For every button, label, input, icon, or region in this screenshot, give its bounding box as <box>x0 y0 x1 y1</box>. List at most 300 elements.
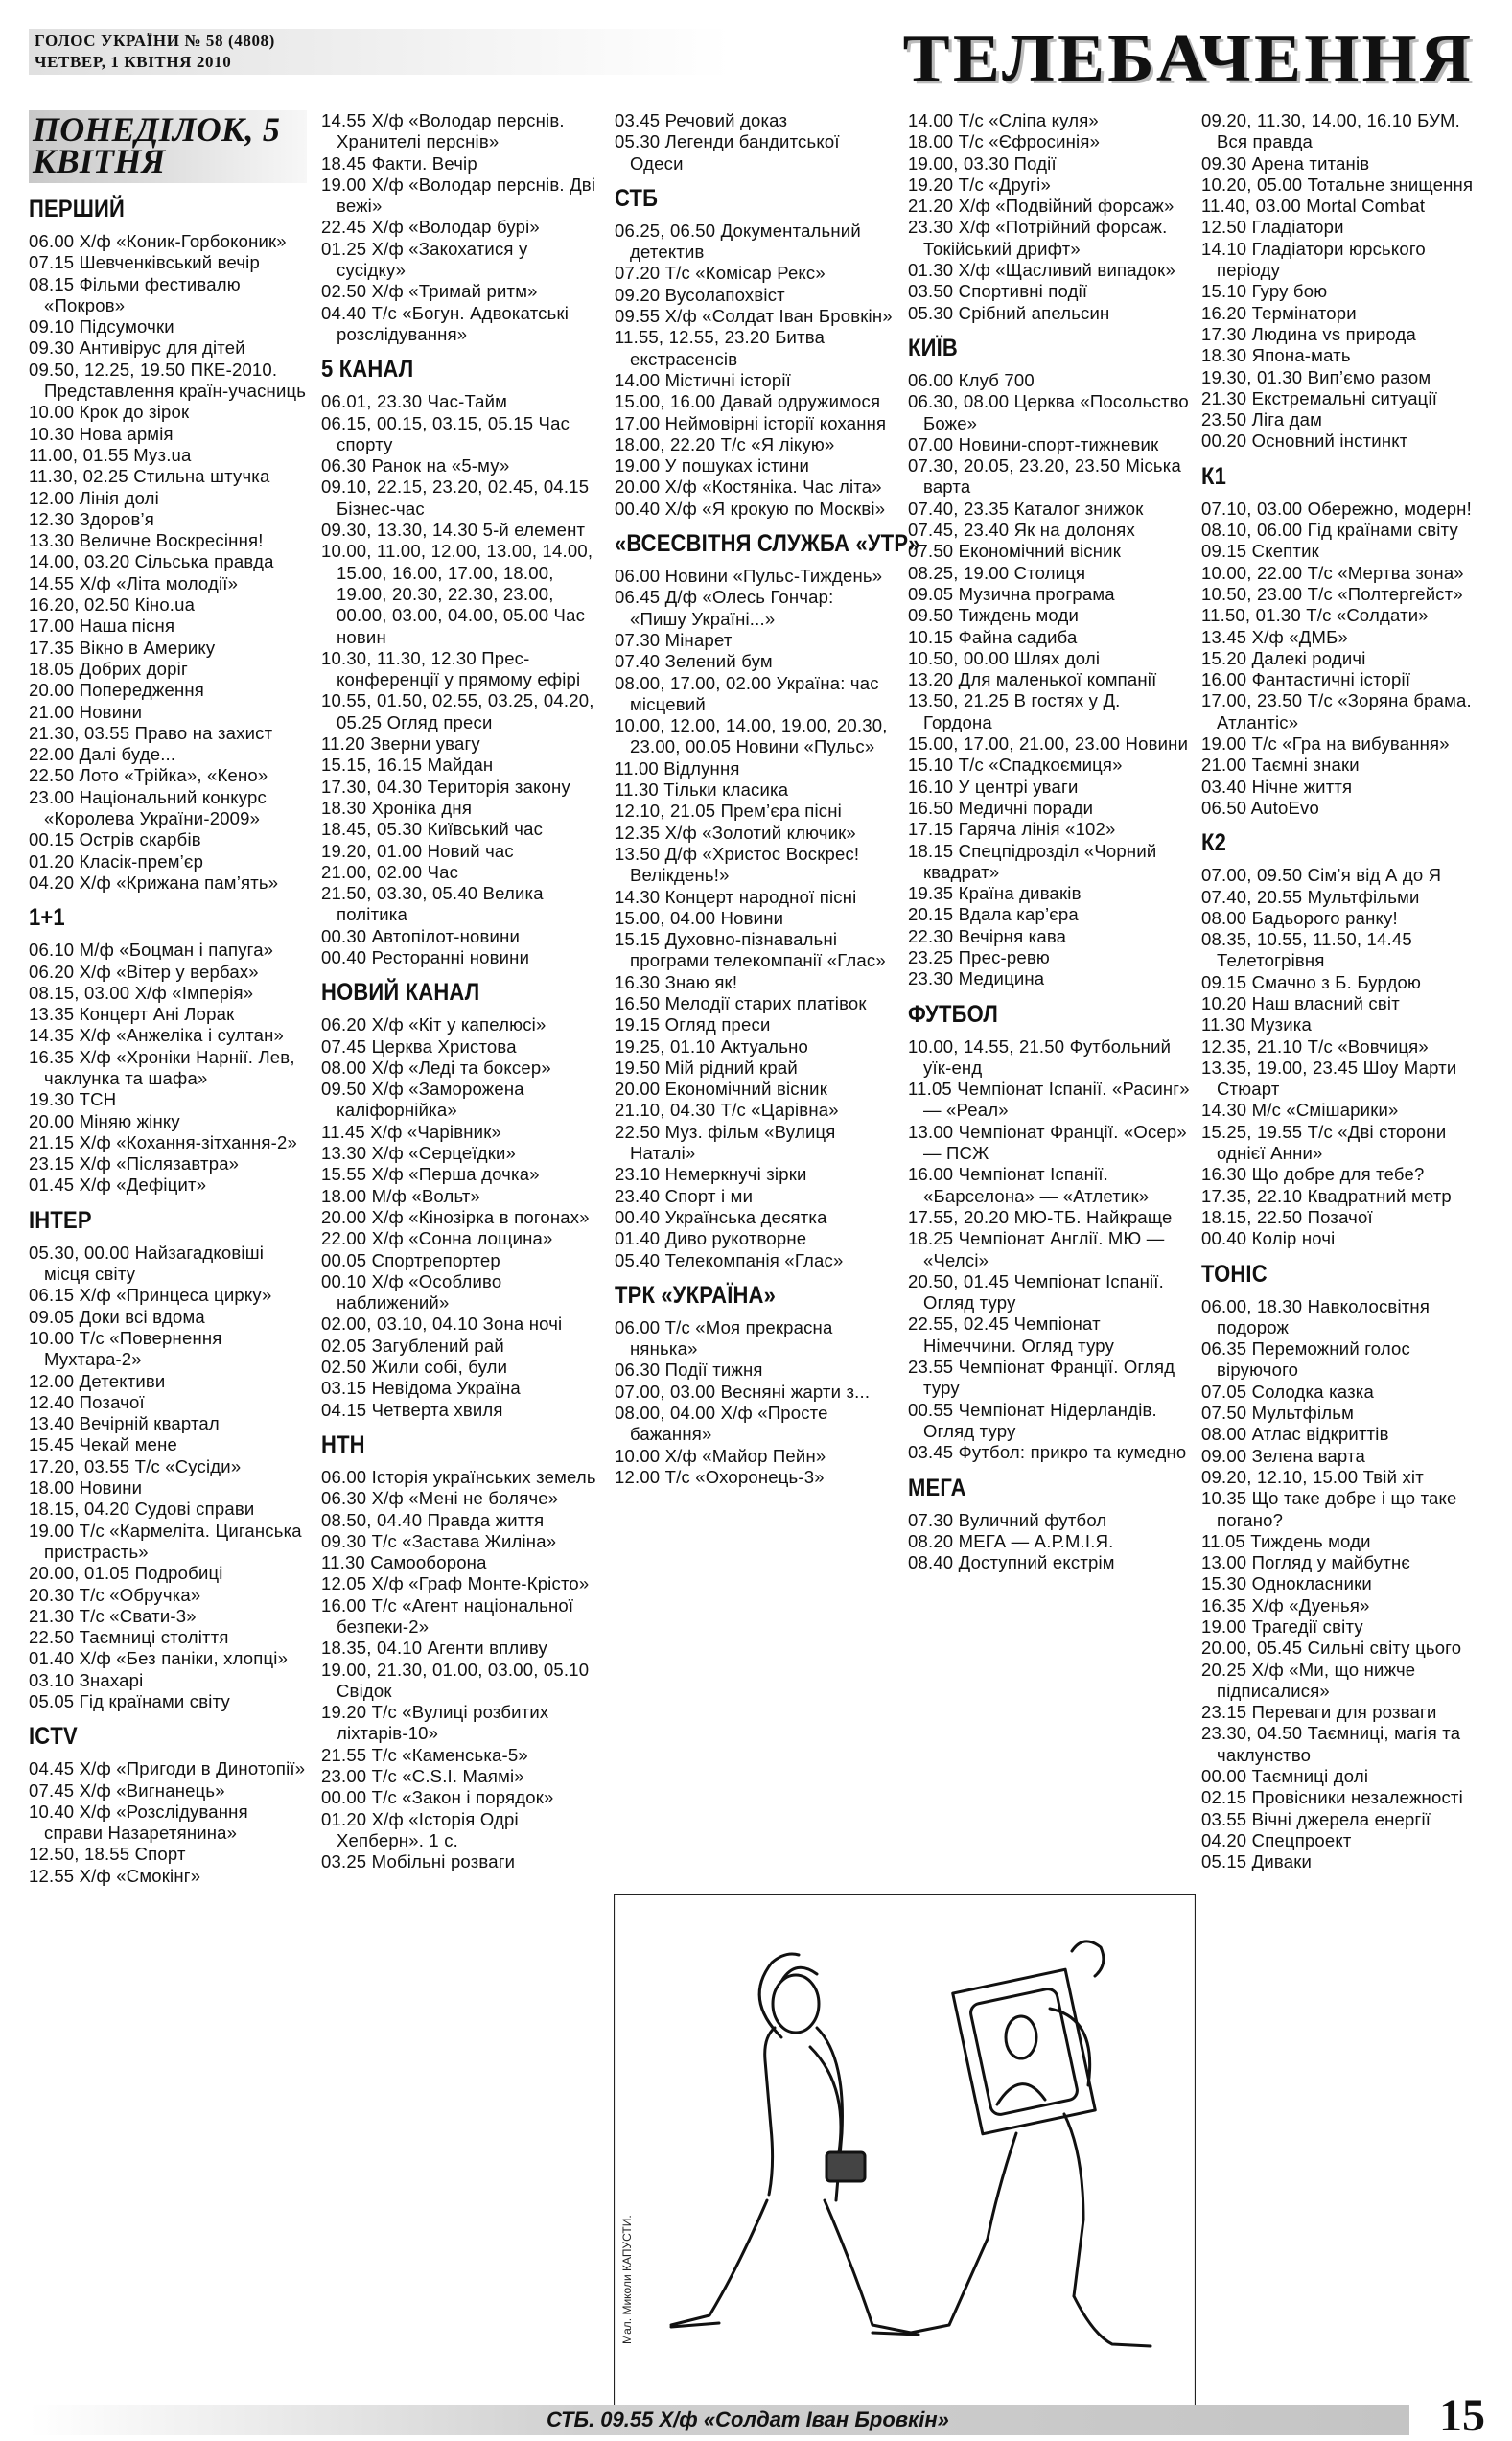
program-entry: 09.20, 11.30, 14.00, 16.10 БУМ. Вся правда <box>1201 110 1461 152</box>
channel-heading: КИЇВ <box>908 334 958 361</box>
program-entry: 00.10 Х/ф «Особливо наближений» <box>321 1270 502 1313</box>
program-entry: 12.30 Здоров’я <box>29 508 155 529</box>
program-entry: 15.00, 16.00 Давай одружимося <box>615 391 881 412</box>
program-entry: 06.30 Ранок на «5-му» <box>321 455 510 477</box>
program-entry: 16.35 Х/ф «Хроніки Нарнії. Лев, чаклунка та шафа» <box>29 1046 295 1088</box>
program-entry: 10.20, 05.00 Тотальне знищення <box>1201 174 1474 195</box>
program-entry: 00.30 Автопілот-новини <box>321 925 521 946</box>
program-entry: 15.00, 17.00, 21.00, 23.00 Новини <box>908 733 1189 755</box>
program-entry: 06.25, 06.50 Документальний детектив <box>615 220 861 263</box>
program-entry: 20.00 Економічний вісник <box>615 1079 827 1100</box>
program-entry: 18.30 Япона-мать <box>1201 345 1351 366</box>
program-entry: 13.35, 19.00, 23.45 Шоу Марти Стюарт <box>1201 1057 1457 1100</box>
program-entry: 17.55, 20.20 МЮ-ТБ. Найкраще <box>908 1206 1173 1227</box>
program-entry: 10.00, 12.00, 14.00, 19.00, 20.30, 23.00, 00.05 Новини «Пульс» <box>615 715 888 757</box>
program-entry: 07.40, 23.35 Каталог знижок <box>908 498 1144 519</box>
program-entry: 09.20 Вусолапохвіст <box>615 284 785 305</box>
program-entry: 18.45 Факти. Вечір <box>321 152 477 174</box>
program-entry: 19.00 Т/с «Кармеліта. Циганська пристрасть» <box>29 1520 302 1562</box>
program-entry: 06.30 Події тижня <box>615 1360 763 1381</box>
program-entry: 06.30, 08.00 Церква «Посольство Боже» <box>908 391 1189 433</box>
program-entry: 06.35 Переможний голос віруючого <box>1201 1338 1410 1381</box>
program-entry: 17.20, 03.55 Т/с «Сусіди» <box>29 1455 242 1476</box>
program-entry: 19.35 Країна диваків <box>908 883 1082 904</box>
program-entry: 10.50, 23.00 Т/с «Полтергейст» <box>1201 583 1463 604</box>
program-entry: 15.10 Гуру бою <box>1201 281 1328 302</box>
channel-heading: К1 <box>1201 462 1227 490</box>
program-entry: 00.40 Ресторанні новини <box>321 946 530 967</box>
program-entry: 10.15 Файна садиба <box>908 626 1078 647</box>
program-entry: 00.40 Колір ночі <box>1201 1228 1336 1249</box>
program-entry: 15.15, 16.15 Майдан <box>321 755 494 776</box>
program-entry: 06.00, 18.30 Навколосвітня подорож <box>1201 1295 1431 1337</box>
program-entry: 08.00 Бадьорого ранку! <box>1201 907 1398 928</box>
program-entry: 07.10, 03.00 Обережно, модерн! <box>1201 498 1472 519</box>
column-4 <box>908 110 1193 1573</box>
program-entry: 11.05 Чемпіонат Іспанії. «Расинг» — «Реал» <box>908 1079 1190 1121</box>
section-title: ТЕЛЕБАЧЕННЯ <box>902 22 1474 96</box>
program-entry: 22.45 Х/ф «Володар бурі» <box>321 217 540 238</box>
program-entry: 09.15 Скептик <box>1201 541 1319 562</box>
program-entry: 09.10 Підсумочки <box>29 316 174 337</box>
program-entry: 07.20 Т/с «Комісар Рекс» <box>615 263 826 284</box>
program-entry: 05.15 Диваки <box>1201 1851 1313 1872</box>
program-entry: 08.15, 03.00 Х/ф «Імперія» <box>29 982 254 1003</box>
issue-line: ГОЛОС УКРАЇНИ № 58 (4808) <box>35 32 275 50</box>
program-entry: 20.00, 01.05 Подробиці <box>29 1563 223 1584</box>
program-entry: 11.30, 02.25 Стильна штучка <box>29 466 270 487</box>
program-entry: 06.20 Х/ф «Вітер у вербах» <box>29 961 259 982</box>
program-entry: 20.15 Вдала кар’єра <box>908 904 1079 925</box>
program-entry: 04.45 Х/ф «Пригоди в Динотопії» <box>29 1758 306 1779</box>
program-entry: 08.20 МЕГА — А.Р.М.І.Я. <box>908 1530 1114 1551</box>
program-entry: 07.50 Мультфільм <box>1201 1403 1355 1424</box>
program-entry: 22.00 Х/ф «Сонна лощина» <box>321 1228 553 1249</box>
program-entry: 07.40 Зелений бум <box>615 651 773 672</box>
program-entry: 22.50 Муз. фільм «Вулиця Наталі» <box>615 1121 836 1164</box>
program-entry: 16.20, 02.50 Кіно.ua <box>29 594 196 616</box>
program-entry: 22.50 Таємниці століття <box>29 1627 229 1648</box>
program-entry: 13.50 Д/ф «Христос Воскрес! Велікдень!» <box>615 843 860 886</box>
program-entry: 08.00, 17.00, 02.00 Україна: час місцевий <box>615 672 879 714</box>
program-entry: 10.00 Крок до зірок <box>29 402 190 423</box>
program-entry: 07.45 Х/ф «Вигнанець» <box>29 1779 225 1801</box>
program-entry: 21.00 Таємні знаки <box>1201 755 1360 776</box>
program-entry: 13.40 Вечірній квартал <box>29 1413 220 1434</box>
program-entry: 06.00 Х/ф «Коник-Горбоконик» <box>29 231 287 251</box>
program-entry: 00.00 Т/с «Закон і порядок» <box>321 1787 554 1808</box>
program-entry: 02.15 Провісники незалежності <box>1201 1787 1463 1808</box>
program-entry: 18.25 Чемпіонат Англії. МЮ — «Челсі» <box>908 1228 1165 1270</box>
program-entry: 01.45 Х/ф «Дефіцит» <box>29 1174 207 1196</box>
program-entry: 14.55 Х/ф «Літа молодії» <box>29 572 239 593</box>
program-entry: 23.10 Немеркнучі зірки <box>615 1164 807 1185</box>
program-entry: 16.00 Т/с «Агент національної безпеки-2» <box>321 1594 574 1637</box>
program-entry: 11.30 Тільки класика <box>615 779 789 801</box>
program-entry: 08.50, 04.40 Правда життя <box>321 1509 545 1530</box>
program-entry: 06.20 Х/ф «Кіт у капелюсі» <box>321 1014 547 1035</box>
program-entry: 06.00 Новини «Пульс-Тиждень» <box>615 566 883 587</box>
channel-heading: НТН <box>321 1430 365 1458</box>
program-entry: 03.25 Мобільні розваги <box>321 1851 516 1872</box>
program-entry: 04.15 Четверта хвиля <box>321 1399 503 1420</box>
program-entry: 16.00 Чемпіонат Іспанії. «Барселона» — «Атлетик» <box>908 1164 1150 1206</box>
program-entry: 12.00 Детективи <box>29 1370 166 1391</box>
program-entry: 10.30, 11.30, 12.30 Прес-конференції у прямому ефірі <box>321 647 581 690</box>
program-entry: 07.30 Мінарет <box>615 629 733 650</box>
program-entry: 22.55, 02.45 Чемпіонат Німеччини. Огляд туру <box>908 1313 1115 1356</box>
program-entry: 10.00 Т/с «Повернення Мухтара-2» <box>29 1327 222 1370</box>
program-entry: 19.00 Т/с «Гра на вибування» <box>1201 733 1450 755</box>
program-entry: 16.20 Термінатори <box>1201 302 1357 323</box>
channel-heading: «ВСЕСВІТНЯ СЛУЖБА «УТР» <box>615 530 920 558</box>
program-entry: 21.15 Х/ф «Кохання-зітхання-2» <box>29 1131 297 1152</box>
program-entry: 09.50 Тиждень моди <box>908 605 1080 626</box>
program-entry: 01.20 Класік-прем’єр <box>29 850 204 872</box>
program-entry: 12.50 Гладіатори <box>1201 217 1344 238</box>
program-entry: 10.00, 11.00, 12.00, 13.00, 14.00, 15.00, 16.00, 17.00, 18.00, 19.00, 20.30, 22.30, 23.00, 00.00, 03.00, 04.00, 05.00 Час новин <box>321 541 593 647</box>
program-entry: 16.30 Що добре для тебе? <box>1201 1164 1425 1185</box>
program-entry: 09.50, 12.25, 19.50 ПКЕ-2010. Представлення країн-учасниць <box>29 359 307 402</box>
program-entry: 05.40 Телекомпанія «Глас» <box>615 1249 844 1270</box>
program-entry: 19.25, 01.10 Актуально <box>615 1035 809 1057</box>
program-entry: 19.00 Х/ф «Володар перснів. Дві вежі» <box>321 174 596 217</box>
program-entry: 15.25, 19.55 Т/с «Дві сторони однієї Анни» <box>1201 1121 1447 1164</box>
program-entry: 11.50, 01.30 Т/с «Солдати» <box>1201 605 1429 626</box>
program-entry: 21.30 Т/с «Свати-3» <box>29 1605 197 1626</box>
program-entry: 19.20, 01.00 Новий час <box>321 840 514 861</box>
program-entry: 12.40 Позачої <box>29 1391 145 1412</box>
program-entry: 10.40 Х/ф «Розслідування справи Назаретянина» <box>29 1801 248 1844</box>
program-entry: 12.35 Х/ф «Золотий ключик» <box>615 822 856 843</box>
program-entry: 09.10, 22.15, 23.20, 02.45, 04.15 Бізнес-час <box>321 477 590 519</box>
program-entry: 08.15 Фільми фестивалю «Покров» <box>29 273 241 315</box>
program-entry: 18.30 Хроніка дня <box>321 797 473 818</box>
program-entry: 12.00 Т/с «Охоронець-3» <box>615 1466 825 1487</box>
program-entry: 07.45, 23.40 Як на долонях <box>908 520 1135 541</box>
program-entry: 18.00 Т/с «Єфросинія» <box>908 131 1101 152</box>
program-entry: 18.15, 22.50 Позачої <box>1201 1206 1373 1227</box>
program-entry: 17.00 Наша пісня <box>29 616 175 637</box>
program-entry: 03.50 Спортивні події <box>908 281 1088 302</box>
program-entry: 11.05 Тиждень моди <box>1201 1530 1371 1551</box>
program-entry: 14.30 Концерт народної пісні <box>615 886 857 907</box>
program-entry: 23.00 Національний конкурс «Королева України-2009» <box>29 786 267 829</box>
program-entry: 20.00 Х/ф «Кінозірка в погонах» <box>321 1206 590 1227</box>
program-entry: 15.30 Однокласники <box>1201 1573 1372 1594</box>
program-entry: 20.25 Х/ф «Ми, що нижче підписалися» <box>1201 1659 1416 1701</box>
program-entry: 12.50, 18.55 Спорт <box>29 1844 186 1865</box>
program-entry: 11.55, 12.55, 23.20 Битва екстрасенсів <box>615 327 826 369</box>
program-entry: 00.05 Спортрепортер <box>321 1249 500 1270</box>
program-entry: 08.10, 06.00 Гід країнами світу <box>1201 520 1458 541</box>
program-entry: 14.00 Т/с «Сліпа куля» <box>908 110 1099 130</box>
program-entry: 13.00 Чемпіонат Франції. «Осер» — ПСЖ <box>908 1121 1187 1164</box>
program-entry: 13.35 Концерт Ані Лорак <box>29 1004 235 1025</box>
program-entry: 15.00, 04.00 Новини <box>615 907 784 928</box>
program-entry: 01.20 Х/ф «Історія Одрі Хепберн». 1 с. <box>321 1808 519 1850</box>
program-entry: 19.00, 03.30 Події <box>908 152 1057 174</box>
program-entry: 19.30 ТСН <box>29 1089 117 1110</box>
program-entry: 09.15 Смачно з Б. Бурдою <box>1201 971 1422 992</box>
date-line: ЧЕТВЕР, 1 КВІТНЯ 2010 <box>35 53 232 71</box>
program-entry: 04.20 Х/ф «Крижана пам’ять» <box>29 872 279 893</box>
program-entry: 06.01, 23.30 Час-Тайм <box>321 391 508 412</box>
program-entry: 07.05 Солодка казка <box>1201 1381 1374 1402</box>
program-entry: 10.55, 01.50, 02.55, 03.25, 04.20, 05.25 Огляд преси <box>321 690 594 732</box>
program-entry: 21.00 Новини <box>29 701 143 722</box>
program-entry: 18.00, 22.20 Т/с «Я лікую» <box>615 433 835 454</box>
program-entry: 20.00 Попередження <box>29 680 205 701</box>
program-entry: 18.15, 04.20 Судові справи <box>29 1499 255 1520</box>
program-entry: 16.00 Фантастичні історії <box>1201 669 1411 690</box>
program-entry: 14.30 М/с «Смішарики» <box>1201 1100 1399 1121</box>
program-entry: 15.45 Чекай мене <box>29 1434 178 1455</box>
channel-heading: ПЕРШИЙ <box>29 196 125 222</box>
program-entry: 03.45 Футбол: прикро та кумедно <box>908 1442 1187 1463</box>
program-entry: 06.50 AutoEvo <box>1201 797 1319 818</box>
program-entry: 05.30 Срібний апельсин <box>908 302 1110 323</box>
channel-heading: ІНТЕР <box>29 1206 92 1234</box>
program-entry: 14.10 Гладіатори юрського періоду <box>1201 238 1426 281</box>
program-entry: 05.30, 00.00 Найзагадковіші місця світу <box>29 1242 265 1285</box>
program-entry: 06.10 М/ф «Боцман і папуга» <box>29 940 274 961</box>
day-title: ПОНЕДІЛОК, 5 КВІТНЯ <box>29 110 307 183</box>
program-entry: 16.35 Х/ф «Дуенья» <box>1201 1594 1370 1616</box>
program-entry: 23.50 Ліга дам <box>1201 409 1323 430</box>
program-entry: 07.30, 20.05, 23.20, 23.50 Міська варта <box>908 455 1181 498</box>
program-entry: 20.50, 01.45 Чемпіонат Іспанії. Огляд туру <box>908 1270 1164 1313</box>
program-entry: 06.15, 00.15, 03.15, 05.15 Час спорту <box>321 412 570 454</box>
program-entry: 08.00 Атлас відкриттів <box>1201 1424 1389 1445</box>
program-entry: 19.20 Т/с «Вулиці розбитих ліхтарів-10» <box>321 1702 549 1744</box>
program-entry: 02.50 Х/ф «Тримай ритм» <box>321 281 538 302</box>
program-entry: 09.55 Х/ф «Солдат Іван Бровкін» <box>615 306 893 327</box>
program-entry: 23.30, 04.50 Таємниці, магія та чаклунство <box>1201 1723 1461 1765</box>
program-entry: 11.40, 03.00 Mortal Combat <box>1201 196 1426 217</box>
column-1 <box>29 110 307 1887</box>
program-entry: 18.35, 04.10 Агенти впливу <box>321 1638 547 1659</box>
program-entry: 13.20 Для маленької компанії <box>908 669 1157 690</box>
program-entry: 04.40 Т/с «Богун. Адвокатські розслідування» <box>321 302 570 344</box>
program-entry: 21.50, 03.30, 05.40 Велика політика <box>321 883 544 925</box>
channel-heading: К2 <box>1201 829 1227 857</box>
program-entry: 11.30 Музика <box>1201 1014 1312 1035</box>
program-entry: 14.55 Х/ф «Володар перснів. Хранителі перснів» <box>321 110 565 152</box>
program-entry: 22.00 Далі буде... <box>29 744 176 765</box>
program-entry: 15.15 Духовно-пізнавальні програми телекомпанії «Глас» <box>615 929 886 971</box>
program-entry: 11.20 Зверни увагу <box>321 733 480 755</box>
program-entry: 03.55 Вічні джерела енергії <box>1201 1808 1431 1829</box>
program-entry: 21.55 Т/с «Каменська-5» <box>321 1744 528 1765</box>
program-entry: 18.00 М/ф «Вольт» <box>321 1185 481 1206</box>
program-entry: 09.00 Зелена варта <box>1201 1445 1365 1466</box>
program-entry: 14.00 Містичні історії <box>615 369 791 390</box>
program-entry: 09.20, 12.10, 15.00 Твій хіт <box>1201 1466 1424 1487</box>
program-entry: 10.20 Наш власний світ <box>1201 992 1400 1013</box>
program-entry: 06.00 Т/с «Моя прекрасна нянька» <box>615 1316 833 1360</box>
program-entry: 12.55 Х/ф «Смокінг» <box>29 1865 201 1886</box>
program-entry: 20.00, 05.45 Сильні світу цього <box>1201 1638 1462 1659</box>
program-entry: 19.20 Т/с «Другі» <box>908 174 1051 195</box>
program-entry: 16.30 Знаю як! <box>615 971 738 992</box>
channel-heading: ТРК «УКРАЇНА» <box>615 1281 776 1309</box>
program-entry: 16.50 Медичні поради <box>908 797 1094 818</box>
program-entry: 09.30 Т/с «Застава Жиліна» <box>321 1530 557 1551</box>
channel-heading: 1+1 <box>29 904 65 932</box>
program-entry: 00.40 Українська десятка <box>615 1206 827 1227</box>
program-entry: 06.15 Х/ф «Принцеса цирку» <box>29 1285 272 1306</box>
program-entry: 09.30 Антивірус для дітей <box>29 337 245 359</box>
program-entry: 11.30 Самооборона <box>321 1552 487 1573</box>
program-entry: 21.30 Екстремальні ситуації <box>1201 387 1438 408</box>
program-entry: 19.30, 01.30 Вип’ємо разом <box>1201 366 1431 387</box>
program-entry: 15.10 Т/с «Спадкоємиця» <box>908 755 1123 776</box>
program-entry: 11.45 Х/ф «Чарівник» <box>321 1121 501 1142</box>
channel-heading: ФУТБОЛ <box>908 1000 998 1028</box>
program-entry: 10.35 Що таке добре і що таке погано? <box>1201 1488 1457 1530</box>
program-entry: 12.05 Х/ф «Граф Монте-Крісто» <box>321 1573 590 1594</box>
program-entry: 19.00, 21.30, 01.00, 03.00, 05.10 Свідок <box>321 1659 590 1701</box>
program-entry: 05.30 Легенди бандитської Одеси <box>615 131 840 174</box>
program-entry: 17.35, 22.10 Квадратний метр <box>1201 1185 1452 1206</box>
program-entry: 18.05 Добрих доріг <box>29 658 188 679</box>
program-entry: 23.55 Чемпіонат Франції. Огляд туру <box>908 1357 1175 1399</box>
program-entry: 00.15 Острів скарбів <box>29 829 201 850</box>
program-entry: 23.15 Х/ф «Післязавтра» <box>29 1153 240 1174</box>
program-entry: 19.00 У пошуках істини <box>615 455 810 477</box>
program-entry: 01.40 Х/ф «Без паніки, хлопці» <box>29 1648 289 1669</box>
program-entry: 10.00, 14.55, 21.50 Футбольний уїк-енд <box>908 1035 1172 1078</box>
program-entry: 01.25 Х/ф «Закохатися у сусідку» <box>321 238 528 281</box>
program-entry: 17.00, 23.50 Т/с «Зоряна брама. Атлантіс» <box>1201 690 1472 732</box>
program-entry: 12.00 Лінія долі <box>29 487 159 508</box>
program-entry: 16.10 У центрі уваги <box>908 776 1079 797</box>
program-entry: 11.00, 01.55 Муз.ua <box>29 444 192 465</box>
program-entry: 16.50 Мелодії старих платівок <box>615 992 867 1013</box>
cartoon-caption: Мал. Миколи КАПУСТИ. <box>620 2215 634 2344</box>
channel-heading: СТБ <box>615 184 659 212</box>
program-entry: 22.50 Лото «Трійка», «Кено» <box>29 765 268 786</box>
program-entry: 07.45 Церква Христова <box>321 1035 517 1057</box>
program-entry: 08.35, 10.55, 11.50, 14.45 Телетогрівня <box>1201 929 1412 971</box>
program-entry: 22.30 Вечірня кава <box>908 925 1067 946</box>
program-entry: 08.00 Х/ф «Леді та боксер» <box>321 1057 551 1078</box>
program-entry: 01.30 Х/ф «Щасливий випадок» <box>908 260 1175 281</box>
column-3 <box>615 110 920 1488</box>
program-entry: 09.50 Х/ф «Заморожена каліфорнійка» <box>321 1079 524 1121</box>
program-entry: 19.00 Трагедії світу <box>1201 1616 1363 1637</box>
program-entry: 02.50 Жили собі, були <box>321 1357 508 1378</box>
program-entry: 23.15 Переваги для розваги <box>1201 1702 1437 1723</box>
program-entry: 06.45 Д/ф «Олесь Гончар: «Пишу Україні...» <box>615 587 834 629</box>
program-entry: 19.15 Огляд преси <box>615 1014 771 1035</box>
program-entry: 07.00, 09.50 Сім’я від А до Я <box>1201 865 1442 886</box>
program-entry: 23.30 Медицина <box>908 968 1045 989</box>
program-entry: 08.00, 04.00 Х/ф «Просте бажання» <box>615 1403 828 1445</box>
program-entry: 21.10, 04.30 Т/с «Царівна» <box>615 1100 839 1121</box>
page-number: 15 <box>1439 2390 1485 2441</box>
program-entry: 09.30, 13.30, 14.30 5-й елемент <box>321 520 586 541</box>
header-info <box>29 29 731 75</box>
program-entry: 19.50 Мій рідний край <box>615 1057 798 1078</box>
program-entry: 00.00 Таємниці долі <box>1201 1766 1369 1787</box>
program-entry: 21.00, 02.00 Час <box>321 861 459 882</box>
program-entry: 17.35 Вікно в Америку <box>29 637 216 658</box>
program-entry: 00.55 Чемпіонат Нідерландів. Огляд туру <box>908 1399 1157 1441</box>
program-entry: 17.30, 04.30 Територія закону <box>321 776 570 797</box>
program-entry: 13.50, 21.25 В гостях у Д. Гордона <box>908 690 1121 732</box>
program-entry: 23.25 Прес-ревю <box>908 946 1051 967</box>
program-entry: 07.30 Вуличний футбол <box>908 1509 1107 1530</box>
program-entry: 10.50, 00.00 Шлях долі <box>908 647 1101 668</box>
program-entry: 17.00 Неймовірні історії кохання <box>615 412 887 433</box>
program-entry: 07.00, 03.00 Весняні жарти з... <box>615 1381 871 1402</box>
program-entry: 02.00, 03.10, 04.10 Зона ночі <box>321 1313 563 1335</box>
program-entry: 17.30 Людина vs природа <box>1201 323 1416 344</box>
program-entry: 06.30 Х/ф «Мені не боляче» <box>321 1488 559 1509</box>
program-entry: 03.10 Знахарі <box>29 1669 144 1690</box>
program-entry: 20.00 Х/ф «Костяніка. Час літа» <box>615 477 882 498</box>
cartoon-illustration <box>614 1894 1196 2406</box>
program-entry: 03.45 Речовий доказ <box>615 110 788 130</box>
program-entry: 04.20 Спецпроект <box>1201 1829 1352 1850</box>
channel-heading: НОВИЙ КАНАЛ <box>321 979 480 1007</box>
program-entry: 10.00 Х/ф «Майор Пейн» <box>615 1445 826 1466</box>
channel-heading: ТОНІС <box>1201 1260 1268 1288</box>
program-entry: 07.15 Шевченківський вечір <box>29 252 260 273</box>
program-entry: 18.00 Новини <box>29 1477 143 1499</box>
program-entry: 08.25, 19.00 Столиця <box>908 562 1086 583</box>
program-entry: 14.35 Х/ф «Анжеліка і султан» <box>29 1025 285 1046</box>
footer-highlight: СТБ. 09.55 Х/ф «Солдат Іван Бровкін» <box>547 2407 949 2431</box>
program-entry: 12.35, 21.10 Т/с «Вовчиця» <box>1201 1035 1429 1057</box>
program-entry: 06.00 Історія українських земель <box>321 1466 596 1487</box>
column-2 <box>321 110 599 1873</box>
program-entry: 21.30, 03.55 Право на захист <box>29 722 273 743</box>
program-entry: 03.40 Нічне життя <box>1201 776 1353 797</box>
program-entry: 11.00 Відлуння <box>615 757 740 779</box>
program-entry: 18.45, 05.30 Київський час <box>321 819 544 840</box>
program-entry: 00.20 Основний інстинкт <box>1201 430 1408 452</box>
program-entry: 07.50 Економічний вісник <box>908 541 1121 562</box>
program-entry: 15.55 Х/ф «Перша дочка» <box>321 1164 540 1185</box>
program-entry: 18.15 Спецпідрозділ «Чорний квадрат» <box>908 840 1157 882</box>
program-entry: 14.00, 03.20 Сільська правда <box>29 551 274 572</box>
program-entry: 12.10, 21.05 Прем’єра пісні <box>615 801 842 822</box>
program-entry: 13.30 Величне Воскресіння! <box>29 530 264 551</box>
program-entry: 13.45 Х/ф «ДМБ» <box>1201 626 1348 647</box>
program-entry: 07.00 Новини-спорт-тижневик <box>908 433 1159 454</box>
program-entry: 03.15 Невідома Україна <box>321 1378 521 1399</box>
program-entry: 21.20 Х/ф «Подвійний форсаж» <box>908 196 1175 217</box>
channel-heading: ICTV <box>29 1723 78 1751</box>
program-entry: 06.00 Клуб 700 <box>908 369 1035 390</box>
program-entry: 09.05 Музична програма <box>908 583 1115 604</box>
program-entry: 13.00 Погляд у майбутнє <box>1201 1552 1411 1573</box>
program-entry: 05.05 Гід країнами світу <box>29 1691 230 1711</box>
cartoon-frame <box>615 1895 1196 2406</box>
program-entry: 10.30 Нова армія <box>29 423 174 444</box>
program-entry: 20.00 Міняю жінку <box>29 1110 180 1131</box>
program-entry: 20.30 Т/с «Обручка» <box>29 1584 201 1605</box>
channel-heading: МЕГА <box>908 1474 966 1501</box>
program-entry: 13.30 Х/ф «Серцеїдки» <box>321 1143 517 1164</box>
program-entry: 00.40 Х/ф «Я крокую по Москві» <box>615 498 886 519</box>
program-entry: 08.40 Доступний екстрім <box>908 1552 1115 1573</box>
program-entry: 17.15 Гаряча лінія «102» <box>908 819 1116 840</box>
program-entry: 23.40 Спорт і ми <box>615 1185 754 1206</box>
